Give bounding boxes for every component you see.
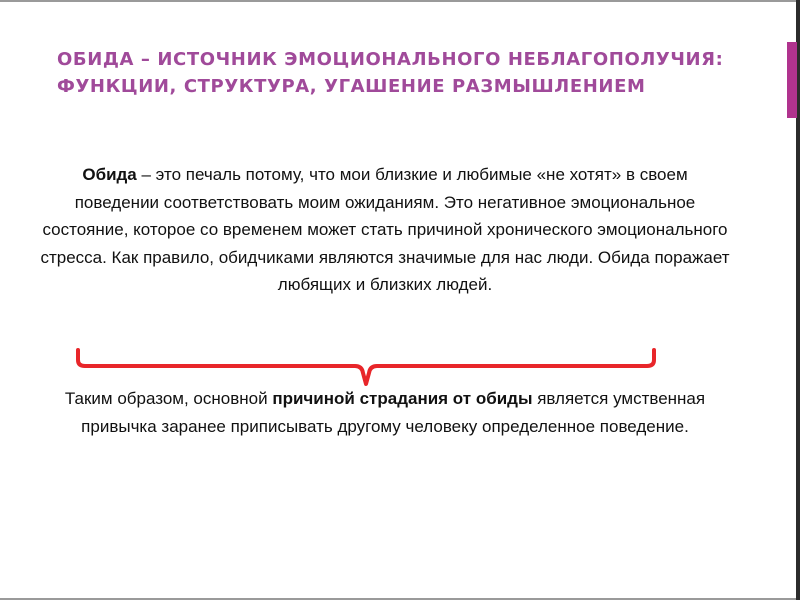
curly-brace-shape	[72, 348, 660, 390]
definition-term: Обида	[82, 165, 137, 184]
conclusion-paragraph	[40, 385, 730, 441]
title-accent-bar	[787, 42, 797, 118]
slide-title: ОБИДА – ИСТОЧНИК ЭМОЦИОНАЛЬНОГО НЕБЛАГОПОЛУЧИЯ: ФУНКЦИИ, СТРУКТУРА, УГАШЕНИЕ РАЗМЫШЛЕНИЕМ	[57, 49, 724, 97]
conclusion-emphasis: причиной страдания от обиды	[272, 389, 533, 408]
definition-paragraph	[40, 161, 730, 299]
slide-top-border	[0, 0, 800, 2]
definition-text: – это печаль потому, что мои близкие и любимые «не хотят» в своем поведении соответствовать моим ожиданиям. Это негативное эмоциональное состояние, которое со временем может стать причиной хронического эмоционального стресса. Как правило, обидчиками являются значимые для нас люди. Обида поражает любящих и близких людей.	[40, 165, 730, 294]
conclusion-suffix: является умственная привычка заранее приписывать другому человеку определенное поведение.	[81, 389, 706, 436]
conclusion-prefix: Таким образом, основной	[64, 389, 273, 408]
